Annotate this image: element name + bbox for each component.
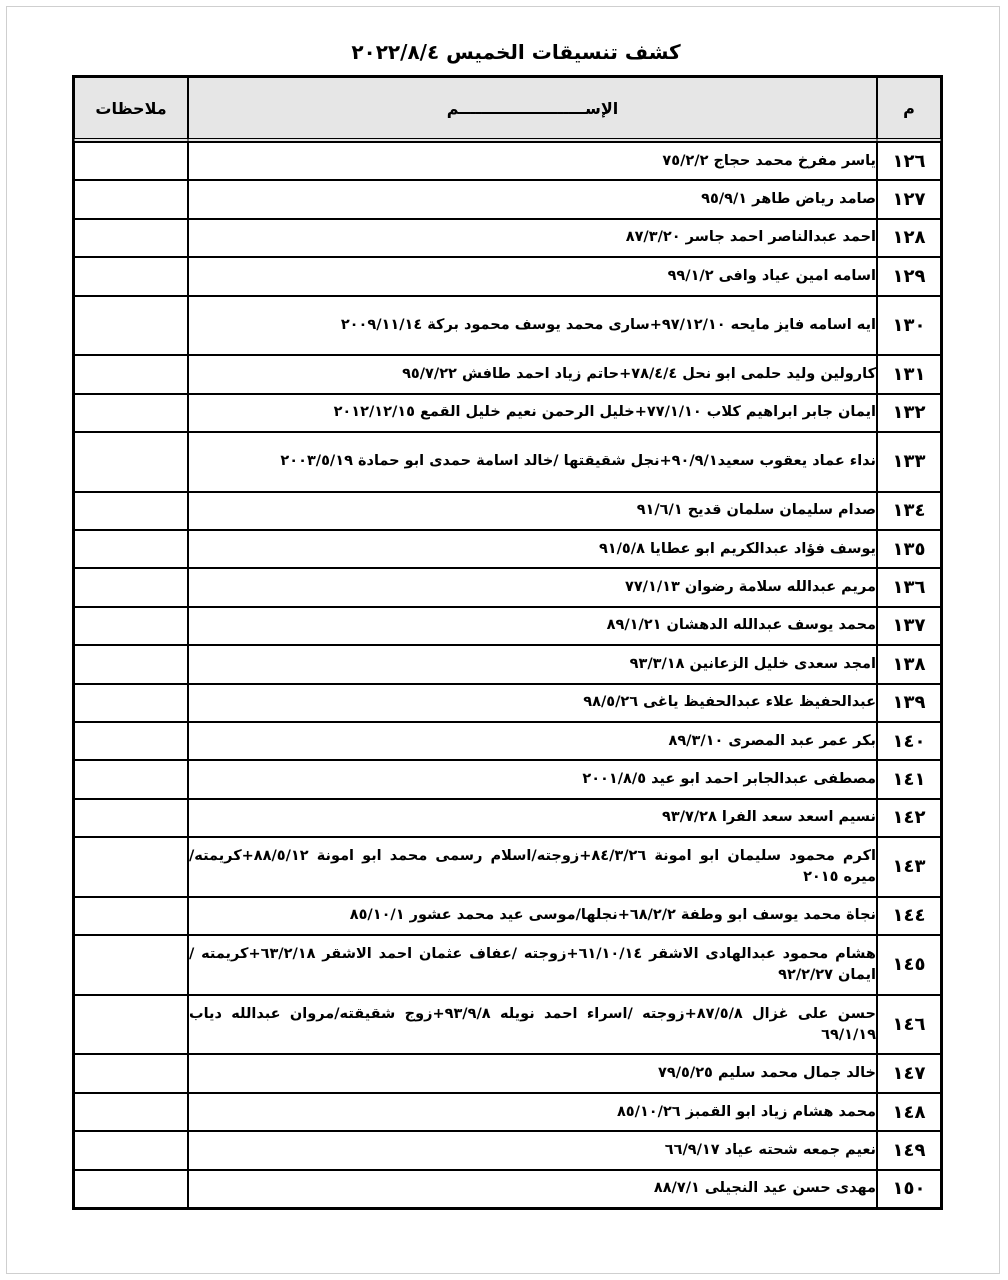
table-row [74, 355, 941, 393]
header-row [74, 77, 941, 142]
table-row [74, 568, 941, 606]
table-row [74, 296, 941, 356]
row-name: خالد جمال محمد سليم ٧٩/٥/٢٥ [188, 1054, 877, 1092]
row-name: اسامه امين عياد وافى ٩٩/١/٢ [188, 257, 877, 295]
row-number: ١٣١ [877, 355, 941, 393]
row-number: ١٤٥ [877, 935, 941, 995]
row-notes [74, 257, 188, 295]
row-notes [74, 760, 188, 798]
row-number: ١٤٢ [877, 799, 941, 837]
column-header-number: م [877, 77, 941, 142]
table-row [74, 394, 941, 432]
row-notes [74, 432, 188, 492]
table-row [74, 799, 941, 837]
row-notes [74, 607, 188, 645]
page-title: كشف تنسيقات الخميس ٢٠٢٢/٨/٤ [351, 40, 681, 64]
table-row [74, 837, 941, 897]
row-number: ١٢٧ [877, 180, 941, 218]
table-row [74, 684, 941, 722]
row-number: ١٣٩ [877, 684, 941, 722]
row-number: ١٢٦ [877, 142, 941, 180]
row-name: نداء عماد يعقوب سعيد٩٠/٩/١+نجل شقيقتها /خالد اسامة حمدى ابو حمادة ٢٠٠٣/٥/١٩ [188, 432, 877, 492]
row-name: امجد سعدى خليل الزعانين ٩٣/٣/١٨ [188, 645, 877, 683]
row-name: ايه اسامه فايز مايحه ٩٧/١٢/١٠+سارى محمد يوسف محمود بركة ٢٠٠٩/١١/١٤ [188, 296, 877, 356]
table-row [74, 897, 941, 935]
column-header-notes: ملاحظات [74, 77, 188, 142]
table-row [74, 607, 941, 645]
row-number: ١٣٠ [877, 296, 941, 356]
row-name: نسيم اسعد سعد الفرا ٩٣/٧/٢٨ [188, 799, 877, 837]
row-number: ١٤٣ [877, 837, 941, 897]
row-name: صدام سليمان سلمان قديح ٩١/٦/١ [188, 492, 877, 530]
row-name: كارولين وليد حلمى ابو نحل ٧٨/٤/٤+حاتم زياد احمد طافش ٩٥/٧/٢٢ [188, 355, 877, 393]
table-row [74, 995, 941, 1055]
row-notes [74, 1093, 188, 1131]
row-name: مريم عبدالله سلامة رضوان ٧٧/١/١٣ [188, 568, 877, 606]
row-name: هشام محمود عبدالهادى الاشقر ٦١/١٠/١٤+زوجته /عفاف عثمان احمد الاشقر ٦٣/٢/١٨+كريمته /ايمان ٩٢/٢/٢٧ [188, 935, 877, 995]
row-name: ياسر مفرخ محمد حجاج ٧٥/٢/٢ [188, 142, 877, 180]
row-notes [74, 995, 188, 1055]
row-number: ١٣٦ [877, 568, 941, 606]
row-number: ١٤١ [877, 760, 941, 798]
names-table [72, 75, 943, 1210]
row-notes [74, 645, 188, 683]
table-row [74, 530, 941, 568]
row-notes [74, 394, 188, 432]
row-name: محمد هشام زياد ابو القمبز ٨٥/١٠/٢٦ [188, 1093, 877, 1131]
row-notes [74, 1054, 188, 1092]
column-header-name: الإســـــــــــــــــــــــم [188, 77, 877, 142]
row-name: مصطفى عبدالجابر احمد ابو عيد ٢٠٠١/٨/٥ [188, 760, 877, 798]
row-notes [74, 897, 188, 935]
row-number: ١٤٦ [877, 995, 941, 1055]
row-notes [74, 1131, 188, 1169]
row-number: ١٢٩ [877, 257, 941, 295]
row-notes [74, 568, 188, 606]
row-notes [74, 530, 188, 568]
row-number: ١٣٤ [877, 492, 941, 530]
table-row [74, 1170, 941, 1208]
row-name: بكر عمر عبد المصرى ٨٩/٣/١٠ [188, 722, 877, 760]
row-notes [74, 219, 188, 257]
row-notes [74, 684, 188, 722]
row-name: محمد يوسف عبدالله الدهشان ٨٩/١/٢١ [188, 607, 877, 645]
table-row [74, 1054, 941, 1092]
row-notes [74, 355, 188, 393]
table-row [74, 1093, 941, 1131]
row-notes [74, 799, 188, 837]
row-number: ١٣٢ [877, 394, 941, 432]
row-name: احمد عبدالناصر احمد جاسر ٨٧/٣/٢٠ [188, 219, 877, 257]
row-notes [74, 1170, 188, 1208]
row-number: ١٤٤ [877, 897, 941, 935]
row-number: ١٣٣ [877, 432, 941, 492]
row-name: ايمان جابر ابراهيم كلاب ٧٧/١/١٠+خليل الرحمن نعيم خليل القمع ٢٠١٢/١٢/١٥ [188, 394, 877, 432]
row-number: ١٣٨ [877, 645, 941, 683]
table-row [74, 432, 941, 492]
table-row [74, 935, 941, 995]
row-number: ١٤٩ [877, 1131, 941, 1169]
row-notes [74, 722, 188, 760]
row-name: اكرم محمود سليمان ابو امونة ٨٤/٣/٢٦+زوجته/اسلام رسمى محمد ابو امونة ٨٨/٥/١٢+كريمته/ ميره ٢٠١٥ [188, 837, 877, 897]
row-number: ١٤٨ [877, 1093, 941, 1131]
row-name: يوسف فؤاد عبدالكريم ابو عطايا ٩١/٥/٨ [188, 530, 877, 568]
row-notes [74, 180, 188, 218]
row-name: مهدى حسن عيد النجيلى ٨٨/٧/١ [188, 1170, 877, 1208]
table-row [74, 492, 941, 530]
row-notes [74, 837, 188, 897]
table-row [74, 645, 941, 683]
row-number: ١٣٧ [877, 607, 941, 645]
table-row [74, 142, 941, 180]
row-number: ١٥٠ [877, 1170, 941, 1208]
row-name: صامد رياض طاهر ٩٥/٩/١ [188, 180, 877, 218]
row-name: حسن على غزال ٨٧/٥/٨+زوجته /اسراء احمد نويله ٩٣/٩/٨+زوج شقيقته/مروان عبدالله دياب ٦٩/١/١٩ [188, 995, 877, 1055]
table-row [74, 760, 941, 798]
table-row [74, 257, 941, 295]
table-row [74, 722, 941, 760]
row-number: ١٢٨ [877, 219, 941, 257]
row-notes [74, 142, 188, 180]
row-number: ١٣٥ [877, 530, 941, 568]
table-row [74, 180, 941, 218]
row-number: ١٤٧ [877, 1054, 941, 1092]
row-notes [74, 935, 188, 995]
row-number: ١٤٠ [877, 722, 941, 760]
row-name: نعيم جمعه شحته عياد ٦٦/٩/١٧ [188, 1131, 877, 1169]
row-notes [74, 492, 188, 530]
table-row [74, 219, 941, 257]
row-name: نجاة محمد يوسف ابو وطفة ٦٨/٢/٢+نجلها/موسى عيد محمد عشور ٨٥/١٠/١ [188, 897, 877, 935]
table-row [74, 1131, 941, 1169]
row-name: عبدالحفيظ علاء عبدالحفيظ ياغى ٩٨/٥/٢٦ [188, 684, 877, 722]
row-notes [74, 296, 188, 356]
